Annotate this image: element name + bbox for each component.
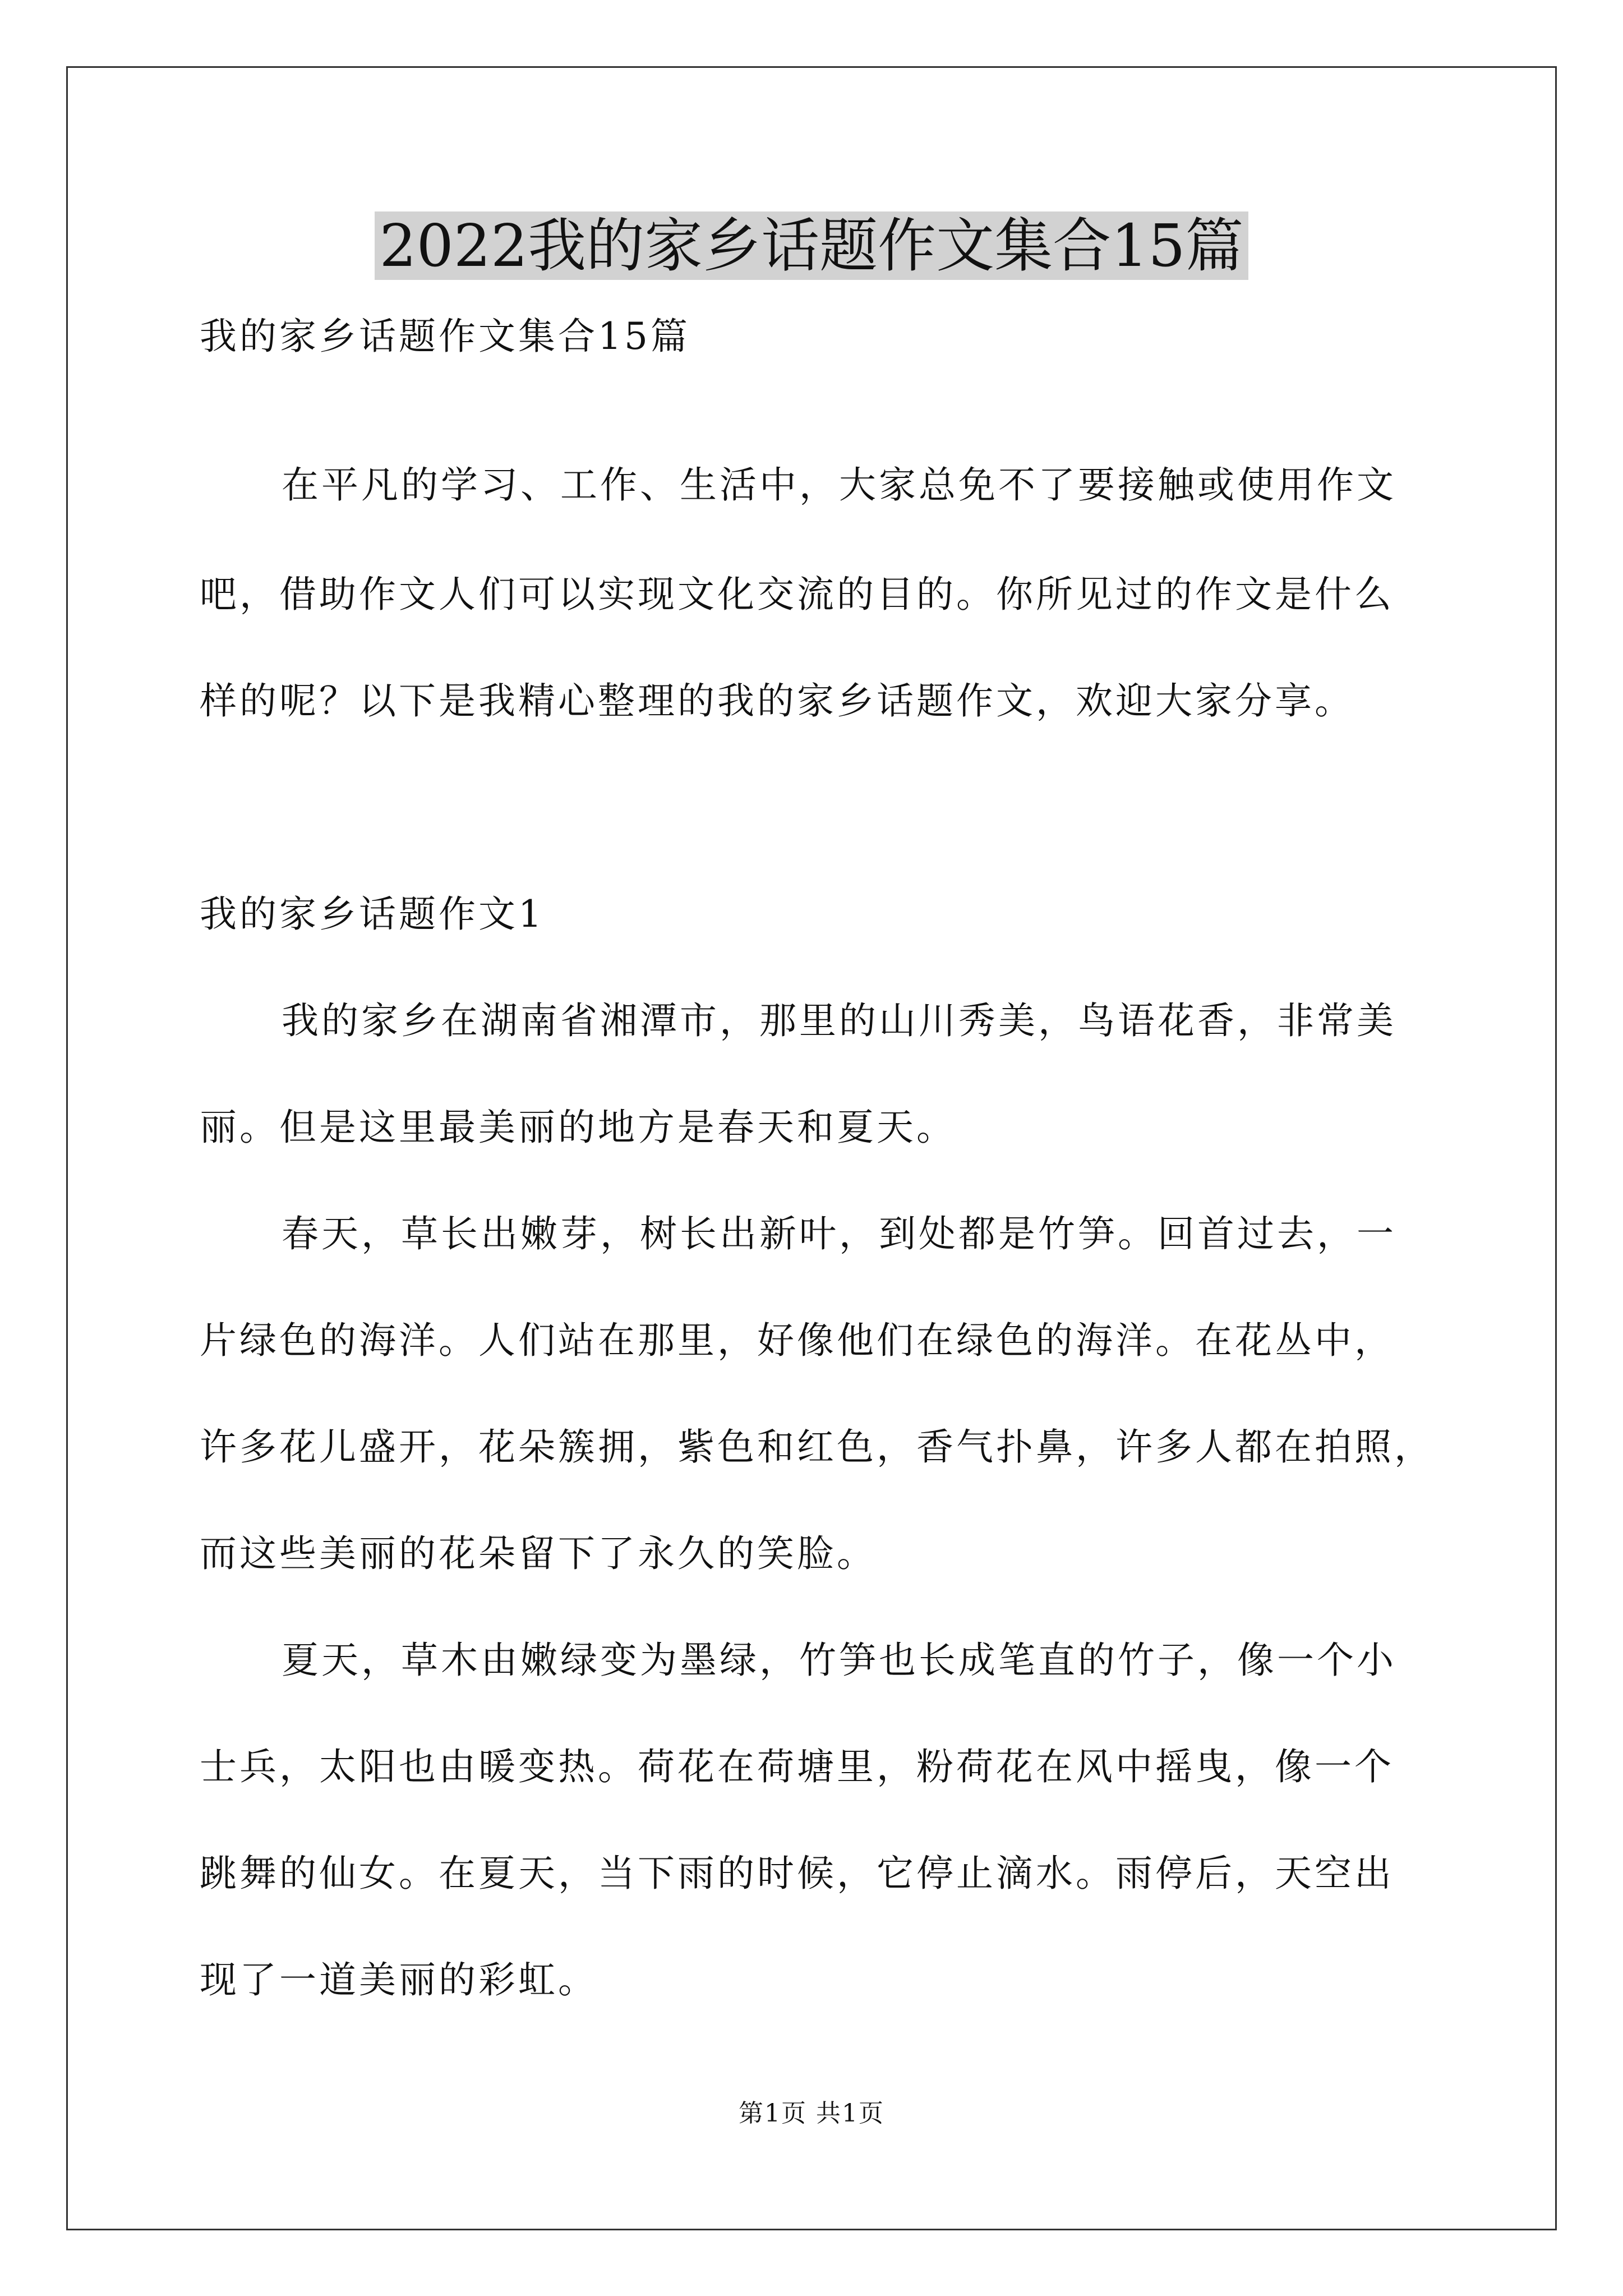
page-footer: 第1页 共1页 — [739, 2099, 884, 2128]
document-subtitle: 我的家乡话题作文集合15篇 — [200, 315, 690, 358]
paragraph-line: 而这些美丽的花朵留下了永久的笑脸。 — [200, 1532, 877, 1575]
paragraph-line: 春天，草长出嫩芽，树长出新叶，到处都是竹笋。回首过去，一 — [282, 1212, 1396, 1255]
paragraph-line: 现了一道美丽的彩虹。 — [200, 1958, 598, 2001]
paragraph-line: 跳舞的仙女。在夏天，当下雨的时候，它停止滴水。雨停后，天空出 — [200, 1852, 1394, 1895]
intro-line: 样的呢？以下是我精心整理的我的家乡话题作文，欢迎大家分享。 — [200, 679, 1354, 723]
paragraph-line: 士兵，太阳也由暖变热。荷花在荷塘里，粉荷花在风中摇曳，像一个 — [200, 1745, 1394, 1788]
paragraph-line: 许多花儿盛开，花朵簇拥，紫色和红色，香气扑鼻，许多人都在拍照， — [200, 1425, 1434, 1469]
document-title-text: 2022我的家乡话题作文集合15篇 — [375, 211, 1248, 280]
paragraph-line: 丽。但是这里最美丽的地方是春天和夏天。 — [200, 1106, 956, 1149]
intro-line: 吧，借助作文人们可以实现文化交流的目的。你所见过的作文是什么 — [200, 573, 1394, 616]
paragraph-line: 夏天，草木由嫩绿变为墨绿，竹笋也长成笔直的竹子，像一个小 — [282, 1639, 1396, 1682]
intro-line: 在平凡的学习、工作、生活中，大家总免不了要接触或使用作文 — [282, 463, 1396, 507]
section-heading: 我的家乡话题作文1 — [200, 892, 545, 936]
document-title — [0, 206, 1623, 285]
paragraph-line: 片绿色的海洋。人们站在那里，好像他们在绿色的海洋。在花丛中， — [200, 1319, 1394, 1362]
paragraph-line: 我的家乡在湖南省湘潭市，那里的山川秀美，鸟语花香，非常美 — [282, 999, 1396, 1042]
